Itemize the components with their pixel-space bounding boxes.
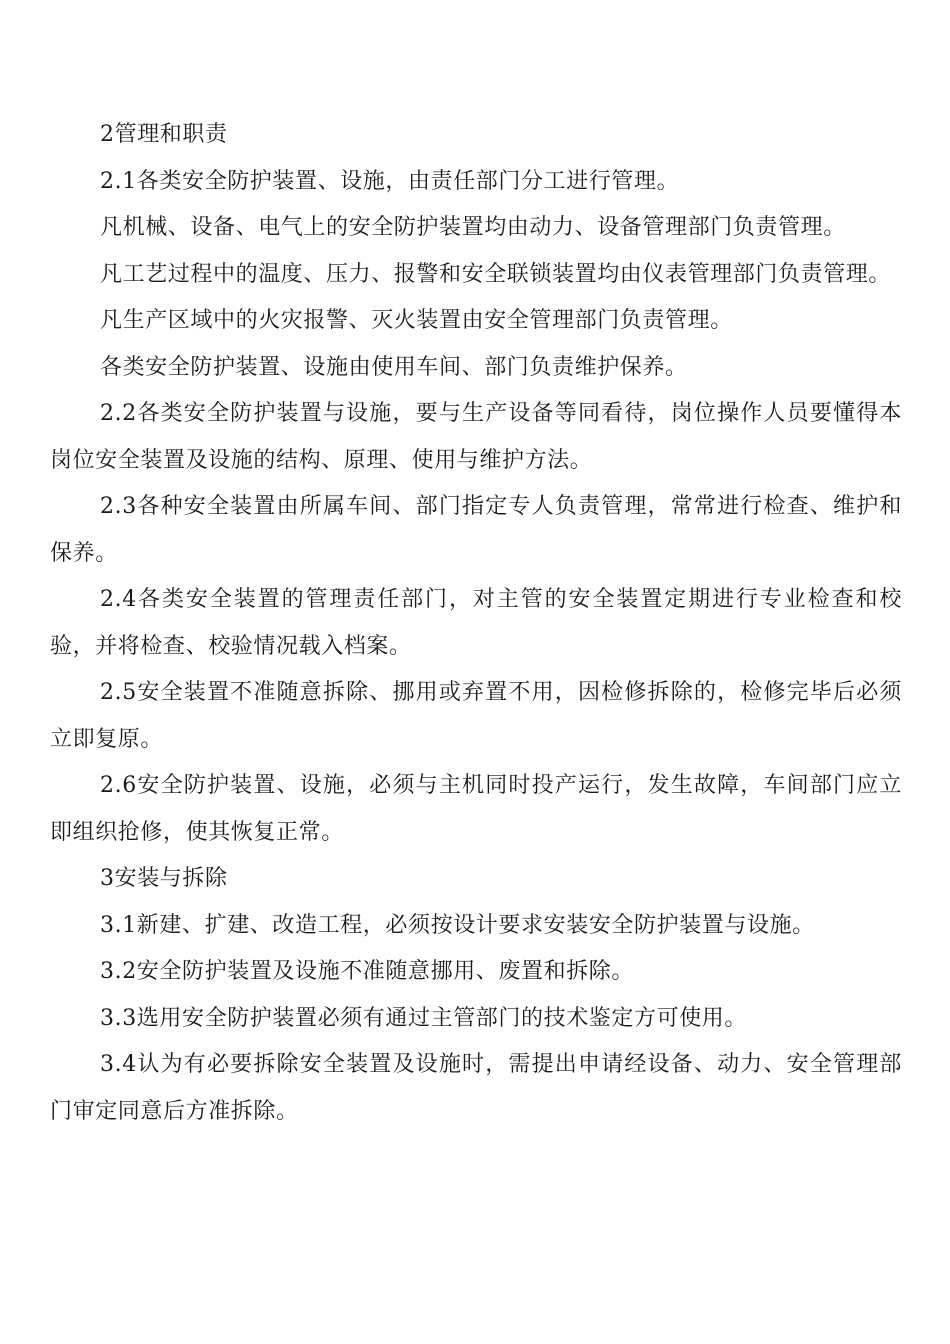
clause-2-2: 2.2各类安全防护装置与设施，要与生产设备等同看待，岗位操作人员要懂得本岗位安全装置及设施的结构、原理、使用与维护方法。 (50, 401, 902, 473)
clause-3-2: 3.2安全防护装置及设施不准随意挪用、废置和拆除。 (100, 959, 634, 984)
clause-3-3: 3.3选用安全防护装置必须有通过主管部门的技术鉴定方可使用。 (100, 1005, 747, 1031)
clause-3-1: 3.1新建、扩建、改造工程，必须按设计要求安装安全防护装置与设施。 (100, 912, 815, 938)
clause-2-4: 2.4各类安全装置的管理责任部门，对主管的安全装置定期进行专业检查和校验，并将检查、校验情况载入档案。 (50, 587, 902, 659)
document-page (50, 112, 902, 1135)
clause-3-4: 3.4认为有必要拆除安全装置及设施时，需提出申请经设备、动力、安全管理部门审定同意后方准拆除。 (50, 1052, 902, 1124)
clause-2-5: 2.5安全装置不准随意拆除、挪用或弃置不用，因检修拆除的，检修完毕后必须立即复原。 (50, 680, 902, 752)
clause-2-1-process: 凡工艺过程中的温度、压力、报警和安全联锁装置均由仪表管理部门负责管理。 (100, 261, 892, 287)
clause-2-1-maintenance: 各类安全防护装置、设施由使用车间、部门负责维护保养。 (100, 354, 688, 380)
clause-2-1-mechanical: 凡机械、设备、电气上的安全防护装置均由动力、设备管理部门负责管理。 (100, 215, 846, 240)
section-heading-2: 2管理和职责 (100, 122, 228, 147)
section-heading-3: 3安装与拆除 (100, 866, 228, 891)
clause-2-3: 2.3各种安全装置由所属车间、部门指定专人负责管理，常常进行检查、维护和保养。 (50, 494, 902, 566)
clause-2-1-fire: 凡生产区域中的火灾报警、灭火装置由安全管理部门负责管理。 (100, 308, 733, 333)
clause-2-6: 2.6安全防护装置、设施，必须与主机同时投产运行，发生故障，车间部门应立即组织抢修，使其恢复正常。 (50, 773, 902, 845)
clause-2-1: 2.1各类安全防护装置、设施，由责任部门分工进行管理。 (100, 168, 680, 194)
